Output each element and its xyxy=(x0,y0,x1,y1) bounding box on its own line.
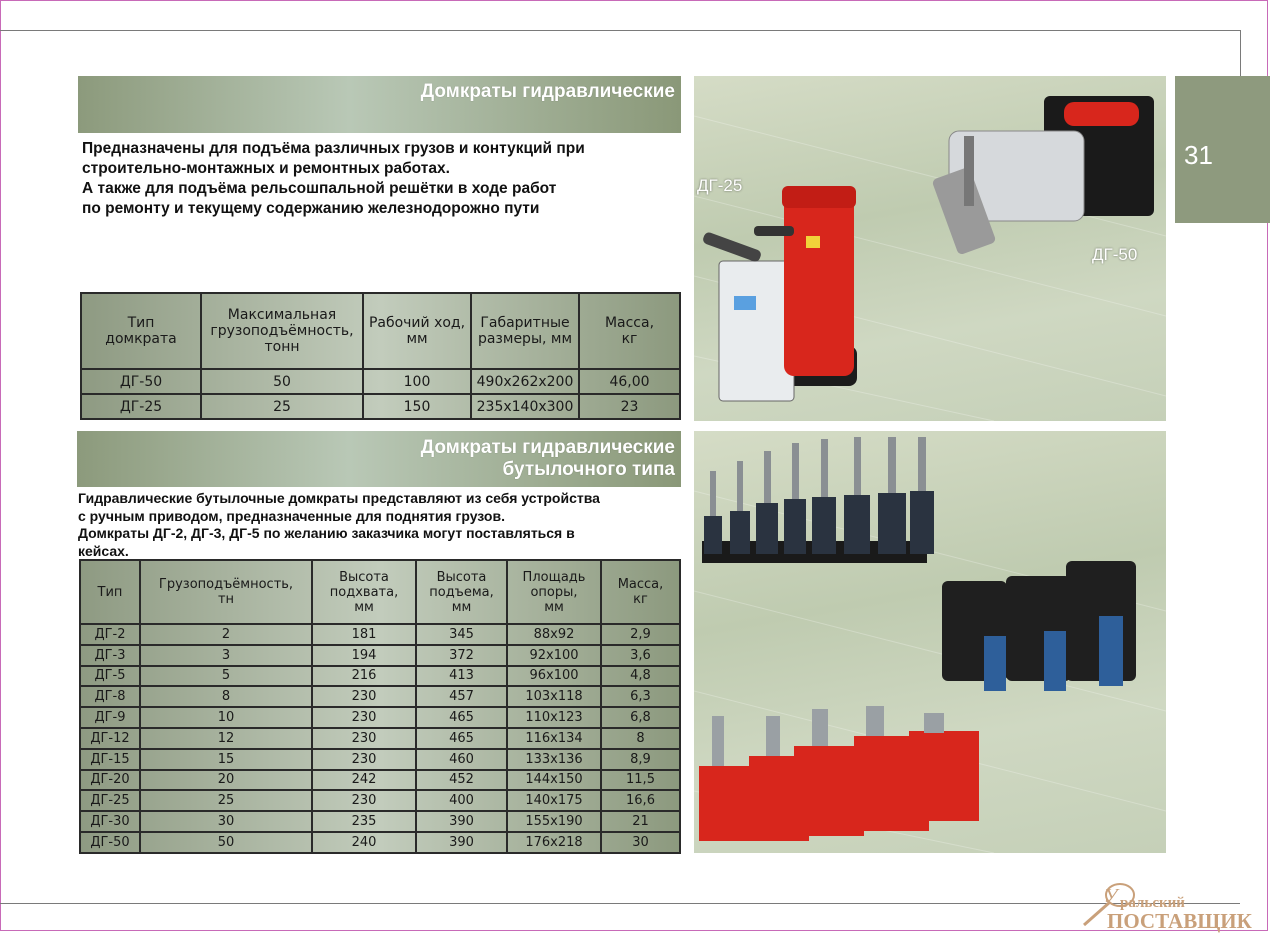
table-header-cell: Тип xyxy=(80,560,140,624)
table-cell: ДГ-50 xyxy=(80,832,140,853)
table-cell: 390 xyxy=(416,811,507,832)
table-cell: 6,8 xyxy=(601,707,680,728)
table-cell: 20 xyxy=(140,770,312,791)
table-cell: 11,5 xyxy=(601,770,680,791)
table-cell: 216 xyxy=(312,666,416,687)
table-cell: 230 xyxy=(312,728,416,749)
table-row xyxy=(80,832,680,853)
right-rule xyxy=(1240,30,1241,76)
table-cell: 235x140x300 xyxy=(471,394,579,419)
section2-title-banner xyxy=(77,431,681,487)
table-cell: 10 xyxy=(140,707,312,728)
table-cell: 150 xyxy=(363,394,471,419)
table-cell: 12 xyxy=(140,728,312,749)
label-dg50: ДГ-50 xyxy=(1092,245,1138,264)
table-cell: 452 xyxy=(416,770,507,791)
table-cell: 8 xyxy=(140,686,312,707)
section2-title-line2: бутылочного типа xyxy=(502,459,675,480)
table-header-cell: Масса, кг xyxy=(579,293,680,369)
section1-title: Домкраты гидравлические xyxy=(420,81,675,102)
page-number-box xyxy=(1175,76,1270,223)
table-cell: 490x262x200 xyxy=(471,369,579,394)
table-cell: 242 xyxy=(312,770,416,791)
table-cell: 2 xyxy=(140,624,312,645)
table-cell: 116x134 xyxy=(507,728,601,749)
table-cell: 390 xyxy=(416,832,507,853)
table-cell: 8 xyxy=(601,728,680,749)
jacks-photo-bottom xyxy=(694,431,1166,853)
logo-initial: У xyxy=(1104,885,1118,907)
table-header-cell: Грузоподъёмность, тн xyxy=(140,560,312,624)
table-header-cell: Рабочий ход, мм xyxy=(363,293,471,369)
table-header-row xyxy=(81,293,680,369)
table-cell: 181 xyxy=(312,624,416,645)
table-cell: 144x150 xyxy=(507,770,601,791)
table-cell: 413 xyxy=(416,666,507,687)
table-cell: 372 xyxy=(416,645,507,666)
table-cell: ДГ-5 xyxy=(80,666,140,687)
table-header-cell: Площадь опоры, мм xyxy=(507,560,601,624)
desc-line: по ремонту и текущему содержанию железнодорожно пути xyxy=(82,200,540,217)
table-cell: 6,3 xyxy=(601,686,680,707)
table-cell: 4,8 xyxy=(601,666,680,687)
bottle-jacks-illustration xyxy=(694,431,1166,853)
table-cell: 194 xyxy=(312,645,416,666)
table-cell: 88x92 xyxy=(507,624,601,645)
logo-line1: ральский xyxy=(1120,895,1185,911)
table-row xyxy=(81,394,680,419)
table-cell: ДГ-25 xyxy=(81,394,201,419)
table-header-cell: Габаритные размеры, мм xyxy=(471,293,579,369)
bottom-rule xyxy=(0,903,1240,904)
table-row xyxy=(80,728,680,749)
table-cell: 235 xyxy=(312,811,416,832)
uralskiy-postavshik-logo xyxy=(1080,880,1270,933)
table-cell: 15 xyxy=(140,749,312,770)
table-row xyxy=(80,770,680,791)
table-row xyxy=(80,790,680,811)
table-header-row xyxy=(80,560,680,624)
table-row xyxy=(80,707,680,728)
table-cell: 465 xyxy=(416,728,507,749)
table-header-cell: Масса, кг xyxy=(601,560,680,624)
desc-line: кейсах. xyxy=(78,542,129,559)
table-cell: 8,9 xyxy=(601,749,680,770)
desc-line: строительно-монтажных и ремонтных работах. xyxy=(82,160,450,177)
table-header-cell: Максимальная грузоподъёмность, тонн xyxy=(201,293,363,369)
table-cell: 230 xyxy=(312,707,416,728)
table-cell: 50 xyxy=(201,369,363,394)
table-cell: 155x190 xyxy=(507,811,601,832)
table-cell: 240 xyxy=(312,832,416,853)
table-cell: 110x123 xyxy=(507,707,601,728)
table-cell: ДГ-12 xyxy=(80,728,140,749)
jacks-photo-top xyxy=(694,76,1166,421)
table-row xyxy=(80,811,680,832)
table-cell: 96x100 xyxy=(507,666,601,687)
desc-line: с ручным приводом, предназначенные для поднятия грузов. xyxy=(78,507,505,524)
table-cell: 5 xyxy=(140,666,312,687)
table-cell: 2,9 xyxy=(601,624,680,645)
table-cell: 176x218 xyxy=(507,832,601,853)
table-cell: 16,6 xyxy=(601,790,680,811)
table-row xyxy=(80,666,680,687)
table-cell: 21 xyxy=(601,811,680,832)
table-header-cell: Тип домкрата xyxy=(81,293,201,369)
top-rule xyxy=(0,30,1240,31)
label-dg25: ДГ-25 xyxy=(697,176,743,195)
table-cell: 25 xyxy=(201,394,363,419)
table-cell: 46,00 xyxy=(579,369,680,394)
table-cell: 3 xyxy=(140,645,312,666)
section2-description xyxy=(78,490,600,560)
bottle-jack-table xyxy=(79,559,681,854)
table-cell: 25 xyxy=(140,790,312,811)
table-cell: 3,6 xyxy=(601,645,680,666)
jack-specs-table xyxy=(80,292,681,420)
table-cell: 23 xyxy=(579,394,680,419)
table-cell: 103x118 xyxy=(507,686,601,707)
table-cell: 92x100 xyxy=(507,645,601,666)
table-cell: 230 xyxy=(312,686,416,707)
table-header-cell: Высота подъема, мм xyxy=(416,560,507,624)
section2-title-line1: Домкраты гидравлические xyxy=(420,437,675,458)
table-cell: ДГ-30 xyxy=(80,811,140,832)
table-cell: 30 xyxy=(140,811,312,832)
table-cell: 230 xyxy=(312,749,416,770)
table-row xyxy=(80,624,680,645)
table-cell: 230 xyxy=(312,790,416,811)
table-row xyxy=(80,749,680,770)
page-number: 31 xyxy=(1184,140,1213,170)
table-cell: 30 xyxy=(601,832,680,853)
table-cell: ДГ-25 xyxy=(80,790,140,811)
table-cell: ДГ-2 xyxy=(80,624,140,645)
table-cell: 345 xyxy=(416,624,507,645)
section1-title-banner xyxy=(78,76,681,133)
table-row xyxy=(81,369,680,394)
desc-line: Домкраты ДГ-2, ДГ-3, ДГ-5 по желанию заказчика могут поставляться в xyxy=(78,525,575,541)
desc-line: Гидравлические бутылочные домкраты представляют из себя устройства xyxy=(78,490,600,506)
table-cell: 50 xyxy=(140,832,312,853)
table-cell: ДГ-9 xyxy=(80,707,140,728)
table-cell: ДГ-20 xyxy=(80,770,140,791)
table-cell: ДГ-50 xyxy=(81,369,201,394)
table-row xyxy=(80,686,680,707)
desc-line: Предназначены для подъёма различных грузов и контукций при xyxy=(82,140,585,157)
table-cell: ДГ-3 xyxy=(80,645,140,666)
section1-description xyxy=(82,139,585,219)
table-row xyxy=(80,645,680,666)
table-cell: ДГ-15 xyxy=(80,749,140,770)
table-cell: 133x136 xyxy=(507,749,601,770)
table-cell: 140x175 xyxy=(507,790,601,811)
table-cell: 400 xyxy=(416,790,507,811)
desc-line: А также для подъёма рельсошпальной решётки в ходе работ xyxy=(82,180,557,197)
table-cell: 100 xyxy=(363,369,471,394)
table-cell: 457 xyxy=(416,686,507,707)
table-header-cell: Высота подхвата, мм xyxy=(312,560,416,624)
table-cell: 465 xyxy=(416,707,507,728)
table-cell: 460 xyxy=(416,749,507,770)
logo-line2: ПОСТАВЩИК xyxy=(1107,909,1252,933)
table-cell: ДГ-8 xyxy=(80,686,140,707)
